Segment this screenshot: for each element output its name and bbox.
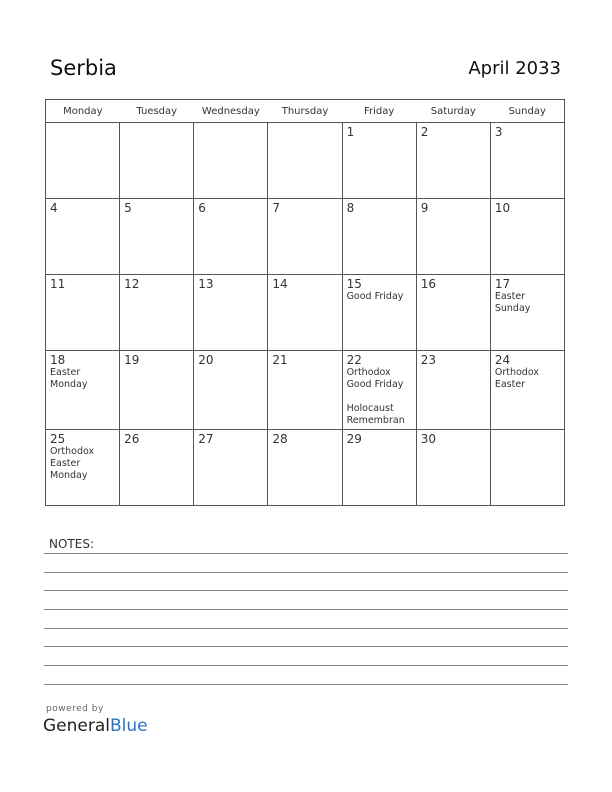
day-number: 21 <box>272 353 288 367</box>
day-number: 6 <box>198 201 206 215</box>
holiday-label: Orthodox <box>50 446 95 457</box>
powered-by-text: powered by <box>46 704 104 714</box>
holiday-label: Sunday <box>494 303 531 314</box>
day-cell[interactable] <box>46 123 120 199</box>
week-row <box>46 430 565 506</box>
holiday-spacer <box>347 391 412 403</box>
calendar-body <box>46 123 565 506</box>
day-number: 2 <box>420 125 429 139</box>
day-number: 15 <box>346 277 362 291</box>
note-line[interactable] <box>44 590 568 591</box>
day-cell[interactable] <box>268 430 342 506</box>
day-cell[interactable] <box>416 123 490 199</box>
note-line[interactable] <box>44 684 568 685</box>
weekday-monday: Monday <box>46 100 120 123</box>
day-number: 30 <box>420 432 436 446</box>
holiday-label: Remembran <box>346 415 405 426</box>
weekday-thursday: Thursday <box>268 100 342 123</box>
month-year-title: April 2033 <box>468 58 561 79</box>
day-number: 17 <box>494 277 511 291</box>
day-cell[interactable] <box>490 351 564 430</box>
holiday-label: Easter <box>50 458 81 469</box>
day-cell[interactable] <box>46 351 120 430</box>
day-number: 18 <box>50 353 66 367</box>
holiday-label: Holocaust <box>346 403 394 414</box>
day-number: 20 <box>198 353 214 367</box>
day-number: 12 <box>124 277 140 291</box>
day-number: 4 <box>50 201 58 215</box>
week-row <box>46 275 565 351</box>
week-row <box>46 199 565 275</box>
day-cell[interactable] <box>194 199 268 275</box>
holiday-label: Easter <box>50 367 81 378</box>
day-cell[interactable] <box>120 275 194 351</box>
week-row <box>46 123 565 199</box>
day-cell[interactable] <box>120 351 194 430</box>
country-title: Serbia <box>50 56 117 80</box>
day-number: 8 <box>346 201 355 215</box>
day-number: 1 <box>346 125 355 139</box>
notes-label: NOTES: <box>49 537 94 551</box>
day-number: 27 <box>198 432 214 446</box>
weekday-saturday: Saturday <box>416 100 490 123</box>
day-number: 10 <box>494 201 511 215</box>
holiday-label: Good Friday <box>346 291 404 302</box>
weekday-sunday: Sunday <box>490 100 564 123</box>
weekday-tuesday: Tuesday <box>120 100 194 123</box>
day-number: 22 <box>346 353 362 367</box>
day-cell[interactable] <box>416 430 490 506</box>
calendar-grid <box>45 99 565 506</box>
day-cell[interactable] <box>342 351 416 430</box>
day-cell[interactable] <box>120 430 194 506</box>
holiday-label: Orthodox <box>494 367 539 378</box>
day-cell[interactable] <box>490 275 564 351</box>
day-cell[interactable] <box>194 123 268 199</box>
day-cell[interactable] <box>416 275 490 351</box>
day-cell[interactable] <box>268 275 342 351</box>
day-cell[interactable] <box>490 123 564 199</box>
holiday-label: Monday <box>50 470 88 481</box>
day-number: 24 <box>494 353 511 367</box>
holiday-label: Easter <box>494 379 526 390</box>
day-cell[interactable] <box>194 351 268 430</box>
brand-general: General <box>43 716 110 736</box>
day-cell[interactable] <box>268 199 342 275</box>
day-cell[interactable] <box>46 199 120 275</box>
day-cell[interactable] <box>416 199 490 275</box>
note-line[interactable] <box>44 572 568 573</box>
day-number: 26 <box>124 432 140 446</box>
week-row <box>46 351 565 430</box>
day-cell[interactable] <box>416 351 490 430</box>
day-cell[interactable] <box>342 199 416 275</box>
note-line[interactable] <box>44 609 568 610</box>
day-cell[interactable] <box>342 275 416 351</box>
day-cell[interactable] <box>490 199 564 275</box>
holiday-label: Good Friday <box>346 379 404 390</box>
day-cell[interactable] <box>490 430 564 506</box>
day-cell[interactable] <box>46 275 120 351</box>
day-number: 14 <box>272 277 288 291</box>
weekday-header-row <box>46 100 565 123</box>
day-number: 19 <box>124 353 140 367</box>
day-cell[interactable] <box>342 123 416 199</box>
day-number: 7 <box>272 201 281 215</box>
holiday-label: Easter <box>494 291 526 302</box>
day-number: 28 <box>272 432 288 446</box>
day-cell[interactable] <box>120 199 194 275</box>
day-cell[interactable] <box>46 430 120 506</box>
note-line[interactable] <box>44 665 568 666</box>
note-line[interactable] <box>44 553 568 554</box>
brand-blue: Blue <box>110 716 148 736</box>
day-number: 3 <box>494 125 503 139</box>
day-number: 25 <box>50 432 66 446</box>
day-cell[interactable] <box>268 123 342 199</box>
brand-logo[interactable] <box>43 716 148 736</box>
note-line[interactable] <box>44 646 568 647</box>
holiday-label: Monday <box>50 379 88 390</box>
day-number: 29 <box>346 432 362 446</box>
weekday-friday: Friday <box>342 100 416 123</box>
note-line[interactable] <box>44 628 568 629</box>
day-number: 11 <box>50 277 66 291</box>
day-cell[interactable] <box>120 123 194 199</box>
day-number: 13 <box>198 277 214 291</box>
day-cell[interactable] <box>194 275 268 351</box>
day-cell[interactable] <box>342 430 416 506</box>
day-cell[interactable] <box>194 430 268 506</box>
weekday-wednesday: Wednesday <box>194 100 268 123</box>
day-number: 9 <box>420 201 429 215</box>
holiday-label: Orthodox <box>346 367 391 378</box>
day-cell[interactable] <box>268 351 342 430</box>
day-number: 16 <box>420 277 436 291</box>
day-number: 5 <box>124 201 132 215</box>
day-number: 23 <box>420 353 436 367</box>
